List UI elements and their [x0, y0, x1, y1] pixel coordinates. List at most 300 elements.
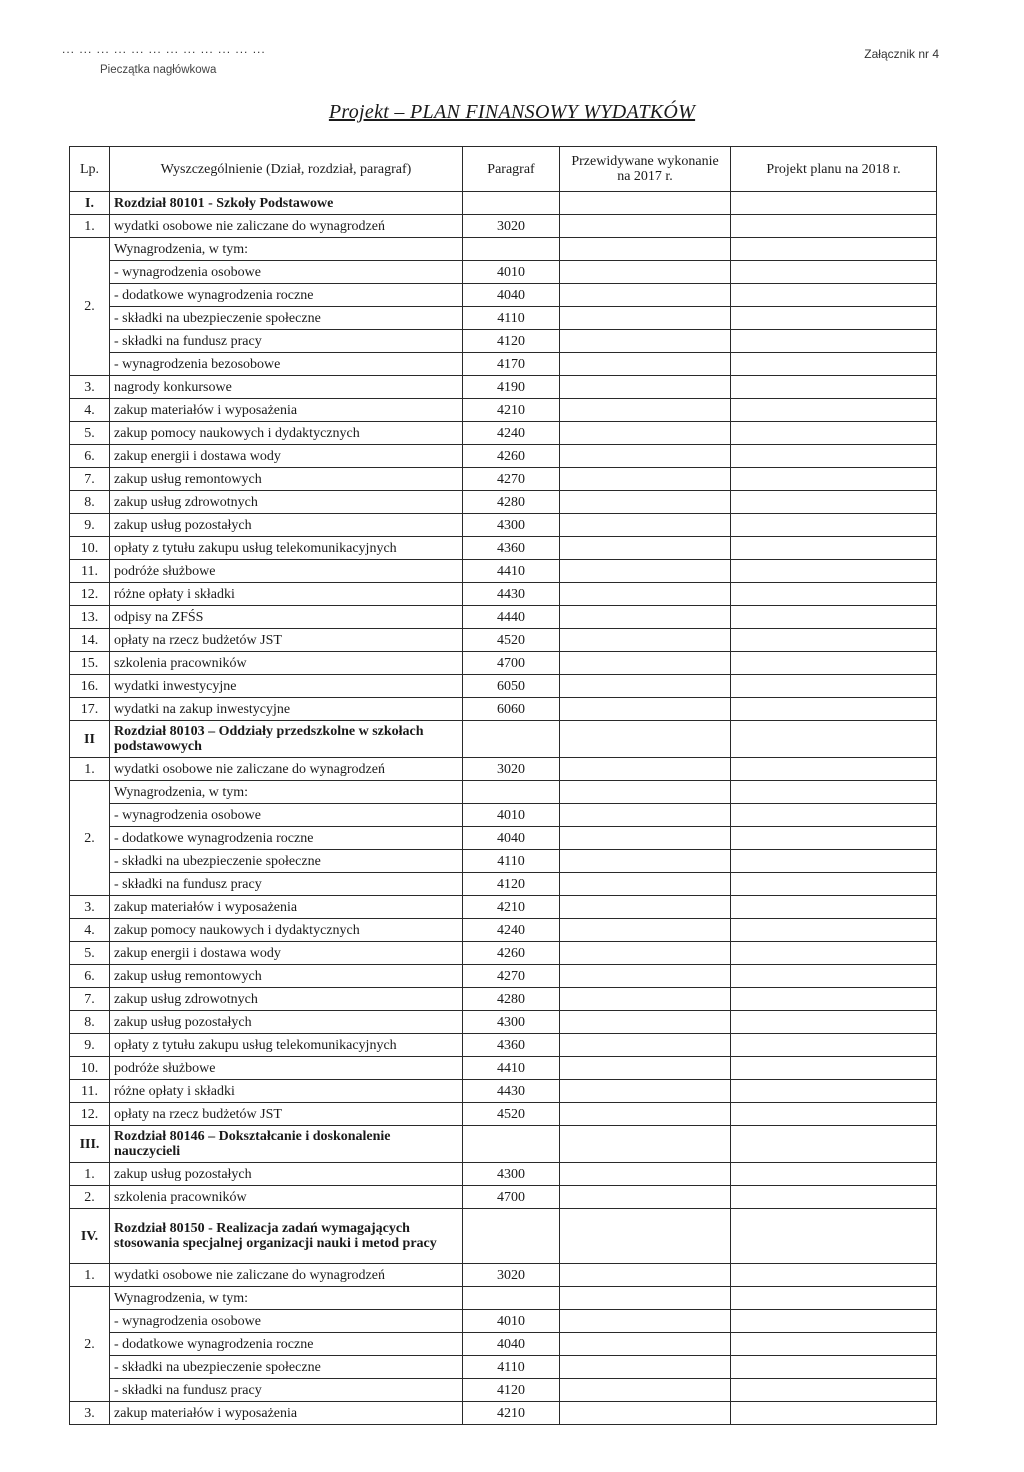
table-row: [70, 781, 937, 804]
row-number: 2.: [70, 781, 110, 896]
paragraph-code: 4280: [463, 988, 560, 1011]
paragraph-code: 4010: [463, 804, 560, 827]
expected-2017-cell: [560, 330, 731, 353]
item-description: zakup usług pozostałych: [110, 1163, 463, 1186]
table-row: [70, 965, 937, 988]
item-description: - składki na ubezpieczenie społeczne: [110, 850, 463, 873]
column-header-paragraph: Paragraf: [463, 147, 560, 192]
financial-plan-table: [69, 146, 937, 1425]
paragraph-code: [463, 781, 560, 804]
expected-2017-cell: [560, 919, 731, 942]
section-row: [70, 1209, 937, 1264]
item-description: różne opłaty i składki: [110, 583, 463, 606]
row-number: 1.: [70, 1163, 110, 1186]
table-row: [70, 1402, 937, 1425]
paragraph-code: 4410: [463, 1057, 560, 1080]
item-description: - składki na ubezpieczenie społeczne: [110, 307, 463, 330]
table-row: [70, 606, 937, 629]
item-description: - dodatkowe wynagrodzenia roczne: [110, 1333, 463, 1356]
plan-2018-cell: [731, 1356, 937, 1379]
expected-2017-cell: [560, 721, 731, 758]
row-number: 11.: [70, 560, 110, 583]
expected-2017-cell: [560, 1034, 731, 1057]
plan-2018-cell: [731, 1163, 937, 1186]
expected-2017-cell: [560, 192, 731, 215]
row-number: II: [70, 721, 110, 758]
item-description: zakup usług pozostałych: [110, 514, 463, 537]
section-title: Rozdział 80146 – Dokształcanie i doskonalenie nauczycieli: [110, 1126, 463, 1163]
plan-2018-cell: [731, 445, 937, 468]
plan-2018-cell: [731, 1287, 937, 1310]
item-description: odpisy na ZFŚS: [110, 606, 463, 629]
paragraph-code: 4040: [463, 284, 560, 307]
plan-2018-cell: [731, 698, 937, 721]
row-number: 6.: [70, 445, 110, 468]
row-number: III.: [70, 1126, 110, 1163]
table-row: [70, 1264, 937, 1287]
plan-2018-cell: [731, 942, 937, 965]
section-row: [70, 192, 937, 215]
item-description: szkolenia pracowników: [110, 652, 463, 675]
item-description: szkolenia pracowników: [110, 1186, 463, 1209]
paragraph-code: 4040: [463, 827, 560, 850]
table-row: [70, 491, 937, 514]
item-description: zakup energii i dostawa wody: [110, 445, 463, 468]
plan-2018-cell: [731, 896, 937, 919]
row-number: 16.: [70, 675, 110, 698]
paragraph-code: 4520: [463, 1103, 560, 1126]
table-row: [70, 468, 937, 491]
row-number: 11.: [70, 1080, 110, 1103]
header-stamp-label: Pieczątka nagłówkowa: [100, 64, 217, 76]
paragraph-code: [463, 721, 560, 758]
item-description: - składki na fundusz pracy: [110, 1379, 463, 1402]
paragraph-code: 4210: [463, 1402, 560, 1425]
row-number: 9.: [70, 1034, 110, 1057]
item-description: wydatki osobowe nie zaliczane do wynagrodzeń: [110, 1264, 463, 1287]
expected-2017-cell: [560, 1011, 731, 1034]
stamp-dotted-line: ... ... ... ... ... ... ... ... ... ... ... ...: [62, 42, 266, 56]
expected-2017-cell: [560, 1310, 731, 1333]
row-number: I.: [70, 192, 110, 215]
item-description: zakup usług remontowych: [110, 468, 463, 491]
plan-2018-cell: [731, 1402, 937, 1425]
table-row: [70, 445, 937, 468]
plan-2018-cell: [731, 1034, 937, 1057]
paragraph-code: 4170: [463, 353, 560, 376]
plan-2018-cell: [731, 629, 937, 652]
paragraph-code: 4270: [463, 468, 560, 491]
row-number: 3.: [70, 896, 110, 919]
item-description: zakup materiałów i wyposażenia: [110, 896, 463, 919]
item-description: zakup energii i dostawa wody: [110, 942, 463, 965]
expected-2017-cell: [560, 1057, 731, 1080]
paragraph-code: 4430: [463, 1080, 560, 1103]
table-row: [70, 215, 937, 238]
table-row: [70, 988, 937, 1011]
paragraph-code: 4300: [463, 1011, 560, 1034]
table-row: [70, 1034, 937, 1057]
expected-2017-cell: [560, 850, 731, 873]
table-body: [70, 192, 937, 1425]
expected-2017-cell: [560, 399, 731, 422]
plan-2018-cell: [731, 376, 937, 399]
expected-2017-cell: [560, 1333, 731, 1356]
annex-number: Załącznik nr 4: [864, 47, 939, 61]
table-row: [70, 330, 937, 353]
expected-2017-cell: [560, 307, 731, 330]
expected-2017-cell: [560, 537, 731, 560]
item-description: zakup materiałów i wyposażenia: [110, 399, 463, 422]
table-row: [70, 942, 937, 965]
paragraph-code: 4300: [463, 1163, 560, 1186]
table-row: [70, 698, 937, 721]
plan-2018-cell: [731, 192, 937, 215]
plan-2018-cell: [731, 284, 937, 307]
plan-2018-cell: [731, 468, 937, 491]
plan-2018-cell: [731, 583, 937, 606]
plan-2018-cell: [731, 261, 937, 284]
item-description: zakup pomocy naukowych i dydaktycznych: [110, 422, 463, 445]
row-number: 8.: [70, 1011, 110, 1034]
row-number: 14.: [70, 629, 110, 652]
paragraph-code: 4120: [463, 873, 560, 896]
table-row: [70, 1186, 937, 1209]
paragraph-code: 4260: [463, 942, 560, 965]
paragraph-code: [463, 1126, 560, 1163]
paragraph-code: [463, 1209, 560, 1264]
plan-2018-cell: [731, 781, 937, 804]
plan-2018-cell: [731, 758, 937, 781]
expected-2017-cell: [560, 804, 731, 827]
paragraph-code: 4010: [463, 261, 560, 284]
plan-2018-cell: [731, 537, 937, 560]
row-number: 10.: [70, 537, 110, 560]
paragraph-code: 3020: [463, 1264, 560, 1287]
item-description: - wynagrodzenia osobowe: [110, 1310, 463, 1333]
expected-2017-cell: [560, 376, 731, 399]
column-header-plan-2018: Projekt planu na 2018 r.: [731, 147, 937, 192]
paragraph-code: 4360: [463, 1034, 560, 1057]
item-description: wydatki osobowe nie zaliczane do wynagrodzeń: [110, 758, 463, 781]
expected-2017-cell: [560, 514, 731, 537]
expected-2017-cell: [560, 1103, 731, 1126]
row-number: 4.: [70, 919, 110, 942]
paragraph-code: [463, 238, 560, 261]
table-row: [70, 827, 937, 850]
section-row: [70, 1126, 937, 1163]
column-header-name: Wyszczególnienie (Dział, rozdział, paragraf): [110, 147, 463, 192]
row-number: 6.: [70, 965, 110, 988]
item-description: wydatki osobowe nie zaliczane do wynagrodzeń: [110, 215, 463, 238]
paragraph-code: 4190: [463, 376, 560, 399]
expected-2017-cell: [560, 896, 731, 919]
item-description: wydatki na zakup inwestycyjne: [110, 698, 463, 721]
plan-2018-cell: [731, 1264, 937, 1287]
expected-2017-cell: [560, 965, 731, 988]
column-header-expected-2017: Przewidywane wykonanie na 2017 r.: [560, 147, 731, 192]
plan-2018-cell: [731, 1379, 937, 1402]
paragraph-code: 4440: [463, 606, 560, 629]
item-description: zakup usług pozostałych: [110, 1011, 463, 1034]
paragraph-code: 4010: [463, 1310, 560, 1333]
item-description: różne opłaty i składki: [110, 1080, 463, 1103]
expected-2017-cell: [560, 652, 731, 675]
paragraph-code: 6050: [463, 675, 560, 698]
paragraph-code: 4520: [463, 629, 560, 652]
column-header-lp: Lp.: [70, 147, 110, 192]
table-row: [70, 1103, 937, 1126]
paragraph-code: 4280: [463, 491, 560, 514]
table-row: [70, 850, 937, 873]
expected-2017-cell: [560, 445, 731, 468]
item-description: nagrody konkursowe: [110, 376, 463, 399]
paragraph-code: 4270: [463, 965, 560, 988]
item-description: Wynagrodzenia, w tym:: [110, 1287, 463, 1310]
row-number: 5.: [70, 942, 110, 965]
item-description: zakup usług zdrowotnych: [110, 491, 463, 514]
table-row: [70, 1333, 937, 1356]
paragraph-code: 4700: [463, 652, 560, 675]
table-row: [70, 560, 937, 583]
table-row: [70, 1163, 937, 1186]
table-row: [70, 353, 937, 376]
table-row: [70, 629, 937, 652]
row-number: 4.: [70, 399, 110, 422]
section-row: [70, 721, 937, 758]
plan-2018-cell: [731, 1103, 937, 1126]
row-number: 8.: [70, 491, 110, 514]
item-description: opłaty z tytułu zakupu usług telekomunikacyjnych: [110, 1034, 463, 1057]
item-description: zakup usług zdrowotnych: [110, 988, 463, 1011]
table-row: [70, 583, 937, 606]
section-title: Rozdział 80101 - Szkoły Podstawowe: [110, 192, 463, 215]
section-title: Rozdział 80103 – Oddziały przedszkolne w szkołach podstawowych: [110, 721, 463, 758]
table-row: [70, 652, 937, 675]
plan-2018-cell: [731, 721, 937, 758]
table-row: [70, 896, 937, 919]
paragraph-code: 4210: [463, 896, 560, 919]
paragraph-code: 4240: [463, 919, 560, 942]
table-row: [70, 284, 937, 307]
page-title: Projekt – PLAN FINANSOWY WYDATKÓW: [328, 101, 696, 123]
plan-2018-cell: [731, 560, 937, 583]
expected-2017-cell: [560, 606, 731, 629]
plan-2018-cell: [731, 1057, 937, 1080]
row-number: 9.: [70, 514, 110, 537]
row-number: 7.: [70, 988, 110, 1011]
expected-2017-cell: [560, 873, 731, 896]
paragraph-code: 4110: [463, 850, 560, 873]
paragraph-code: 4240: [463, 422, 560, 445]
paragraph-code: 4410: [463, 560, 560, 583]
plan-2018-cell: [731, 1310, 937, 1333]
expected-2017-cell: [560, 629, 731, 652]
paragraph-code: 4210: [463, 399, 560, 422]
expected-2017-cell: [560, 942, 731, 965]
expected-2017-cell: [560, 468, 731, 491]
item-description: opłaty na rzecz budżetów JST: [110, 629, 463, 652]
table-row: [70, 1011, 937, 1034]
row-number: 3.: [70, 376, 110, 399]
plan-2018-cell: [731, 307, 937, 330]
paragraph-code: 4300: [463, 514, 560, 537]
expected-2017-cell: [560, 353, 731, 376]
paragraph-code: 4110: [463, 1356, 560, 1379]
plan-2018-cell: [731, 422, 937, 445]
table-row: [70, 514, 937, 537]
table-row: [70, 675, 937, 698]
plan-2018-cell: [731, 1186, 937, 1209]
table-row: [70, 804, 937, 827]
item-description: podróże służbowe: [110, 1057, 463, 1080]
row-number: 7.: [70, 468, 110, 491]
table-row: [70, 1356, 937, 1379]
plan-2018-cell: [731, 215, 937, 238]
table-row: [70, 873, 937, 896]
table-row: [70, 399, 937, 422]
plan-2018-cell: [731, 652, 937, 675]
row-number: 15.: [70, 652, 110, 675]
row-number: 1.: [70, 758, 110, 781]
plan-2018-cell: [731, 1126, 937, 1163]
plan-2018-cell: [731, 827, 937, 850]
table-row: [70, 919, 937, 942]
expected-2017-cell: [560, 1163, 731, 1186]
plan-2018-cell: [731, 850, 937, 873]
plan-2018-cell: [731, 1011, 937, 1034]
expected-2017-cell: [560, 1379, 731, 1402]
plan-2018-cell: [731, 804, 937, 827]
expected-2017-cell: [560, 215, 731, 238]
plan-2018-cell: [731, 1209, 937, 1264]
paragraph-code: 4430: [463, 583, 560, 606]
expected-2017-cell: [560, 1287, 731, 1310]
table-row: [70, 422, 937, 445]
item-description: - dodatkowe wynagrodzenia roczne: [110, 827, 463, 850]
expected-2017-cell: [560, 1209, 731, 1264]
plan-2018-cell: [731, 919, 937, 942]
expected-2017-cell: [560, 1264, 731, 1287]
row-number: 12.: [70, 583, 110, 606]
item-description: zakup materiałów i wyposażenia: [110, 1402, 463, 1425]
expected-2017-cell: [560, 675, 731, 698]
plan-2018-cell: [731, 1080, 937, 1103]
expected-2017-cell: [560, 560, 731, 583]
item-description: Wynagrodzenia, w tym:: [110, 781, 463, 804]
item-description: - wynagrodzenia bezosobowe: [110, 353, 463, 376]
row-number: 5.: [70, 422, 110, 445]
row-number: 17.: [70, 698, 110, 721]
row-number: IV.: [70, 1209, 110, 1264]
expected-2017-cell: [560, 1402, 731, 1425]
table-row: [70, 758, 937, 781]
item-description: opłaty z tytułu zakupu usług telekomunikacyjnych: [110, 537, 463, 560]
expected-2017-cell: [560, 491, 731, 514]
expected-2017-cell: [560, 1126, 731, 1163]
paragraph-code: [463, 192, 560, 215]
table-row: [70, 1310, 937, 1333]
plan-2018-cell: [731, 491, 937, 514]
expected-2017-cell: [560, 781, 731, 804]
row-number: 3.: [70, 1402, 110, 1425]
paragraph-code: 4360: [463, 537, 560, 560]
expected-2017-cell: [560, 698, 731, 721]
table-row: [70, 1379, 937, 1402]
table-row: [70, 1057, 937, 1080]
table-row: [70, 537, 937, 560]
item-description: - składki na fundusz pracy: [110, 873, 463, 896]
plan-2018-cell: [731, 606, 937, 629]
paragraph-code: 4120: [463, 1379, 560, 1402]
row-number: 2.: [70, 1186, 110, 1209]
expected-2017-cell: [560, 827, 731, 850]
expected-2017-cell: [560, 422, 731, 445]
paragraph-code: 4040: [463, 1333, 560, 1356]
expected-2017-cell: [560, 238, 731, 261]
row-number: 2.: [70, 1287, 110, 1402]
row-number: 12.: [70, 1103, 110, 1126]
plan-2018-cell: [731, 514, 937, 537]
row-number: 10.: [70, 1057, 110, 1080]
plan-2018-cell: [731, 873, 937, 896]
item-description: - składki na fundusz pracy: [110, 330, 463, 353]
paragraph-code: 4120: [463, 330, 560, 353]
paragraph-code: [463, 1287, 560, 1310]
paragraph-code: 3020: [463, 215, 560, 238]
table-row: [70, 376, 937, 399]
item-description: podróże służbowe: [110, 560, 463, 583]
row-number: 1.: [70, 215, 110, 238]
expected-2017-cell: [560, 583, 731, 606]
plan-2018-cell: [731, 965, 937, 988]
item-description: Wynagrodzenia, w tym:: [110, 238, 463, 261]
section-title: Rozdział 80150 - Realizacja zadań wymagających stosowania specjalnej organizacji nauki i metod pracy: [110, 1209, 463, 1264]
item-description: zakup pomocy naukowych i dydaktycznych: [110, 919, 463, 942]
item-description: - wynagrodzenia osobowe: [110, 261, 463, 284]
paragraph-code: 4110: [463, 307, 560, 330]
plan-2018-cell: [731, 1333, 937, 1356]
item-description: wydatki inwestycyjne: [110, 675, 463, 698]
paragraph-code: 6060: [463, 698, 560, 721]
row-number: 1.: [70, 1264, 110, 1287]
item-description: - wynagrodzenia osobowe: [110, 804, 463, 827]
plan-2018-cell: [731, 988, 937, 1011]
plan-2018-cell: [731, 238, 937, 261]
expected-2017-cell: [560, 1356, 731, 1379]
row-number: 2.: [70, 238, 110, 376]
plan-2018-cell: [731, 675, 937, 698]
plan-2018-cell: [731, 353, 937, 376]
table-row: [70, 307, 937, 330]
item-description: opłaty na rzecz budżetów JST: [110, 1103, 463, 1126]
table-row: [70, 261, 937, 284]
expected-2017-cell: [560, 261, 731, 284]
expected-2017-cell: [560, 758, 731, 781]
table-row: [70, 238, 937, 261]
row-number: 13.: [70, 606, 110, 629]
table-row: [70, 1080, 937, 1103]
item-description: - dodatkowe wynagrodzenia roczne: [110, 284, 463, 307]
expected-2017-cell: [560, 1080, 731, 1103]
expected-2017-cell: [560, 284, 731, 307]
expected-2017-cell: [560, 988, 731, 1011]
paragraph-code: 4700: [463, 1186, 560, 1209]
item-description: - składki na ubezpieczenie społeczne: [110, 1356, 463, 1379]
plan-2018-cell: [731, 399, 937, 422]
paragraph-code: 3020: [463, 758, 560, 781]
item-description: zakup usług remontowych: [110, 965, 463, 988]
